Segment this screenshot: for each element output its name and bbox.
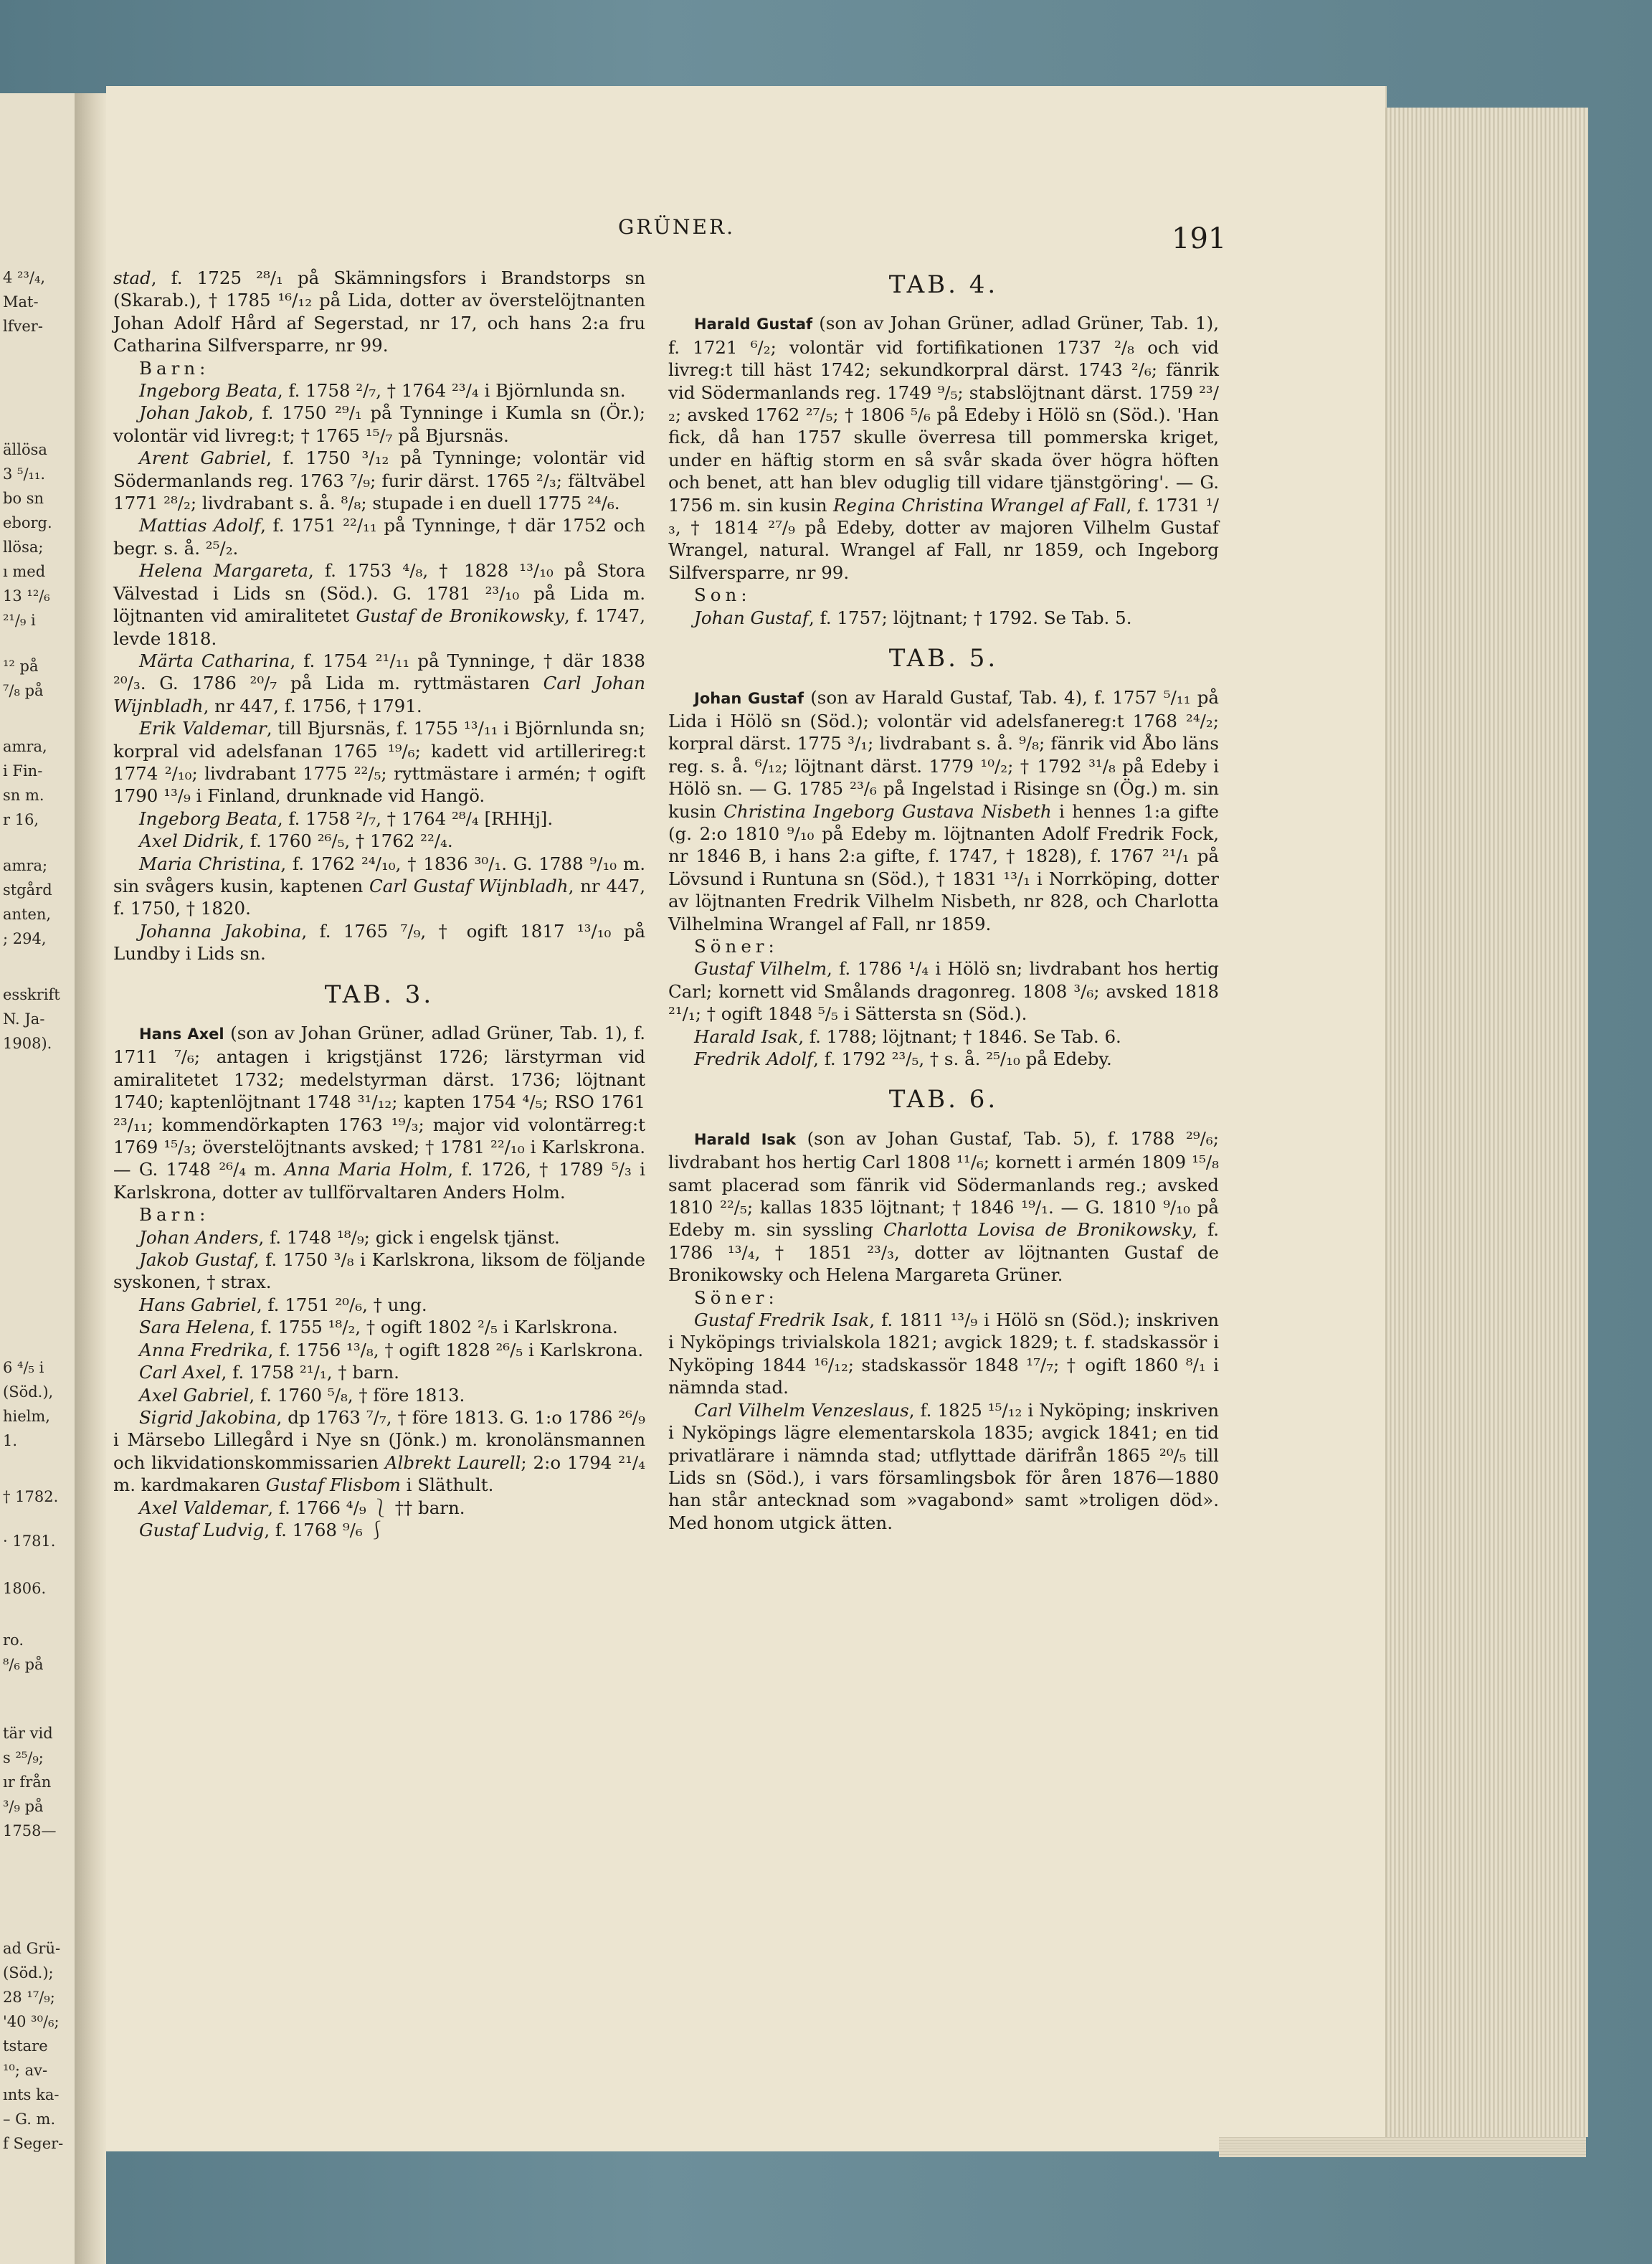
left-page-fragment: ı med xyxy=(3,563,46,580)
entry-paragraph: Harald Isak (son av Johan Gustaf, Tab. 5), f. 1788 ²⁹/₆; livdrabant hos hertig Carl 1808 ¹¹/₆; kornett i armén 1809 ¹⁵/₈ samt placerad som fänrik vid Södermanlands reg.; avsked 1810 ²²/₅; kallas 1835 löjtnant; † 1846 ¹⁹/₁. — G. 1810 ⁹/₁₀ på Edeby m. sin syssling Charlotta Lovisa de Bronikowsky, f. 1786 ¹³/₄, † 1851 ²³/₃, dotter av löjtnanten Gustaf de Bronikowsky och Helena Margareta Grüner. xyxy=(668,1127,1220,1286)
left-column xyxy=(113,267,645,1541)
entry-paragraph: Helena Margareta, f. 1753 ⁴/₈, † 1828 ¹³/₁₀ på Stora Välvestad i Lids sn (Söd.). G. 1781 ²³/₁₀ på Lida m. löjtnanten vid amiralitetet Gustaf de Bronikowsky, f. 1747, levde 1818. xyxy=(113,560,646,649)
left-page-fragment: sn m. xyxy=(3,787,44,804)
entry-paragraph: Mattias Adolf, f. 1751 ²²/₁₁ på Tynninge, † där 1752 och begr. s. å. ²⁵/₂. xyxy=(113,515,645,559)
left-page-fragment: ²¹/₉ i xyxy=(3,612,36,629)
page-number: 191 xyxy=(1172,222,1227,255)
entry-paragraph: Carl Axel, f. 1758 ²¹/₁, † barn. xyxy=(139,1362,399,1383)
book-gutter xyxy=(75,93,106,2264)
entry-paragraph: Ingeborg Beata, f. 1758 ²/₇, † 1764 ²³/₄ i Björnlunda sn. xyxy=(139,380,626,402)
left-page-fragment: 4 ²³/₄, xyxy=(3,269,46,286)
left-page-fragment: llösa; xyxy=(3,539,44,556)
entry-paragraph: Axel Didrik, f. 1760 ²⁶/₅, † 1762 ²²/₄. xyxy=(139,830,453,852)
left-page-fragment: bo sn xyxy=(3,490,44,507)
entry-paragraph: Gustaf Vilhelm, f. 1786 ¹/₄ i Hölö sn; livdrabant hos hertig Carl; kornett vid Smålands dragonreg. 1808 ³/₆; avsked 1818 ²¹/₁; † ogift 1848 ⁵/₅ i Sättersta sn (Söd.). xyxy=(668,958,1219,1025)
left-page-fragment: ad Grü- xyxy=(3,1940,61,1957)
children-heading: Söner: xyxy=(694,935,779,957)
entry-paragraph: Gustaf Fredrik Isak, f. 1811 ¹³/₉ i Hölö sn (Söd.); inskriven i Nyköpings trivialskola 1821; avgick 1829; t. f. stadskassör i Nyköping 1844 ¹⁶/₁₂; stadskassör 1848 ¹⁷/₇; † ogift 1860 ⁸/₁ i nämnda stad. xyxy=(668,1309,1219,1398)
left-page-fragment: (Söd.); xyxy=(3,1964,54,1981)
entry-paragraph: stad, f. 1725 ²⁸/₁ på Skämningsfors i Brandstorps sn (Skarab.), † 1785 ¹⁶/₁₂ på Lida, dotter av överstelöjtnanten Johan Adolf Hård af Segerstad, nr 17, och hans 2:a fru Catharina Silfversparre, nr 99. xyxy=(113,267,645,356)
entry-paragraph: Hans Axel (son av Johan Grüner, adlad Grüner, Tab. 1), f. 1711 ⁷/₆; antagen i krigstjänst 1726; lärstyrman vid amiralitetet 1732; medelstyrman därst. 1736; löjtnant 1740; kaptenlöjtnant 1748 ³¹/₁₂; kapten 1754 ⁴/₅; RSO 1761 ²³/₁₁; kommendörkapten 1763 ¹⁹/₃; major vid volontärreg:t 1769 ¹⁵/₃; överstelöjtnants avsked; † 1781 ²²/₁₀ i Karlskrona. — G. 1748 ²⁶/₄ m. Anna Maria Holm, f. 1726, † 1789 ⁵/₃ i Karlskrona, dotter av tullförvaltaren Anders Holm. xyxy=(113,1023,646,1203)
children-heading: Barn: xyxy=(139,1204,210,1226)
left-page-fragment: 28 ¹⁷/₉; xyxy=(3,1989,55,2006)
entry-paragraph: Erik Valdemar, till Bjursnäs, f. 1755 ¹³/₁₁ i Björnlunda sn; korpral vid adelsfanan 1765 ¹⁹/₆; kadett vid artillerireg:t 1774 ²/₁₀; livdrabant 1775 ²²/₅; ryttmästare i armén; † ogift 1790 ¹³/₉ i Finland, drunknade vid Hangö. xyxy=(113,718,646,807)
children-heading: Barn: xyxy=(139,357,210,379)
entry-paragraph: Harald Isak, f. 1788; löjtnant; † 1846. Se Tab. 6. xyxy=(694,1026,1121,1047)
entry-paragraph: Harald Gustaf (son av Johan Grüner, adlad Grüner, Tab. 1), f. 1721 ⁶/₂; volontär vid fortifikationen 1737 ²/₈ och vid livreg:t till häst 1742; sekundkorpral därst. 1743 ²/₆; fänrik vid Södermanlands reg. 1749 ⁹/₅; stabslöjtnant därst. 1759 ²³/₂; avsked 1762 ²⁷/₅; † 1806 ⁵/₆ på Edeby i Hölö sn (Söd.). 'Han fick, då han 1757 skulle överresa till pommerska kriget, under en häftig storm en så svår skada över högra höften och benet, att han blev oduglig till vidare tjänstgöring'. — G. 1756 m. sin kusin Regina Christina Wrangel af Fall, f. 1731 ¹/₃, † 1814 ²⁷/₉ på Edeby, dotter av majoren Vilhelm Gustaf Wrangel, natural. Wrangel af Fall, nr 1859, och Ingeborg Silfversparre, nr 99. xyxy=(668,313,1219,583)
entry-paragraph: Ingeborg Beata, f. 1758 ²/₇, † 1764 ²⁸/₄ [RHHj]. xyxy=(139,807,554,829)
table-heading: TAB. 5. xyxy=(888,644,999,673)
left-page-fragment: ¹⁰; av- xyxy=(3,2062,48,2079)
left-page-fragment: esskrift xyxy=(3,986,60,1003)
left-page-fragment: (Söd.), xyxy=(3,1383,54,1401)
entry-paragraph: Hans Gabriel, f. 1751 ²⁰/₆, † ung. xyxy=(139,1294,427,1315)
left-page-fragment: amra; xyxy=(3,857,48,874)
left-page-fragment: ⁸/₆ på xyxy=(3,1656,44,1673)
entry-paragraph: Sigrid Jakobina, dp 1763 ⁷/₇, † före 1813. G. 1:o 1786 ²⁶/₉ i Märsebo Lillegård i Nye sn (Jönk.) m. kronolänsmannen och likvidationskommissarien Albrekt Laurell; 2:o 1794 ²¹/₄ m. kardmakaren Gustaf Flisbom i Släthult. xyxy=(113,1406,645,1496)
table-heading: TAB. 4. xyxy=(888,270,999,299)
left-page-fragment: lfver- xyxy=(3,318,43,335)
entry-paragraph: Johanna Jakobina, f. 1765 ⁷/₉, † ogift 1817 ¹³/₁₀ på Lundby i Lids sn. xyxy=(113,920,645,965)
table-heading: TAB. 6. xyxy=(888,1085,999,1114)
left-page-fragment: 13 ¹²/₆ xyxy=(3,587,50,605)
left-page-fragment: – G. m. xyxy=(3,2111,56,2128)
entry-paragraph: Johan Gustaf, f. 1757; löjtnant; † 1792. Se Tab. 5. xyxy=(694,607,1132,628)
left-page-fragment: ; 294, xyxy=(3,930,47,947)
left-page-fragment: 1. xyxy=(3,1432,18,1449)
left-page-fragment: tär vid xyxy=(3,1725,53,1742)
left-page-fragment: N. Ja- xyxy=(3,1010,45,1028)
left-page-fragment: ⁷/₈ på xyxy=(3,682,44,699)
entry-paragraph: Arent Gabriel, f. 1750 ³/₁₂ på Tynninge; volontär vid Södermanlands reg. 1763 ⁷/₉; furir därst. 1765 ²/₃; fältväbel 1771 ²⁸/₂; livdrabant s. å. ⁸/₈; stupade i en duell 1775 ²⁴/₆. xyxy=(113,447,645,514)
right-column xyxy=(668,270,1220,1534)
page-bottom-edge xyxy=(1219,2137,1586,2157)
left-page-fragment: i Fin- xyxy=(3,762,43,780)
left-page-fragment: eborg. xyxy=(3,514,52,531)
left-page-fragment: r 16, xyxy=(3,811,39,828)
entry-paragraph: Sara Helena, f. 1755 ¹⁸/₂, † ogift 1802 ²/₅ i Karlskrona. xyxy=(139,1317,618,1338)
entry-paragraph: Axel Valdemar, f. 1766 ⁴/₉ ⎱ †† barn. xyxy=(139,1497,465,1518)
left-page-fragment: ır från xyxy=(3,1773,52,1791)
left-page-edge xyxy=(0,93,77,2264)
left-page-fragment: anten, xyxy=(3,906,52,923)
running-head: GRÜNER. xyxy=(618,215,735,239)
entry-paragraph: Carl Vilhelm Venzeslaus, f. 1825 ¹⁵/₁₂ i Nyköping; inskriven i Nyköpings lägre elementarskola 1835; avgick 1841; en tid privatlärare i nämnda stad; utflyttade därifrån 1865 ²⁰/₅ till Lids sn (Söd.), i vars församlingsbok för åren 1876—1880 han står antecknad som »vagabond» samt »troligen död». Med honom utgick ätten. xyxy=(668,1399,1219,1533)
entry-paragraph: Märta Catharina, f. 1754 ²¹/₁₁ på Tynninge, † där 1838 ²⁰/₃. G. 1786 ²⁰/₇ på Lida m. ryttmästaren Carl Johan Wijnbladh, nr 447, f. 1756, † 1791. xyxy=(113,650,645,716)
entry-paragraph: Jakob Gustaf, f. 1750 ³/₈ i Karlskrona, liksom de följande syskonen, † strax. xyxy=(113,1249,645,1293)
entry-paragraph: Axel Gabriel, f. 1760 ⁵/₈, † före 1813. xyxy=(139,1384,465,1406)
children-heading: Söner: xyxy=(694,1287,779,1308)
entry-paragraph: Johan Gustaf (son av Harald Gustaf, Tab. 4), f. 1757 ⁵/₁₁ på Lida i Hölö sn (Söd.); volontär vid adelsfanereg:t 1768 ²⁴/₂; korpral därst. 1775 ³/₁; livdrabant s. å. ⁹/₈; fänrik vid Åbo läns reg. s. å. ⁶/₁₂; löjtnant därst. 1779 ¹⁰/₂; † 1792 ³¹/₈ på Edeby i Hölö sn. — G. 1785 ²³/₆ på Ingelstad i Risinge sn (Ög.) m. sin kusin Christina Ingeborg Gustava Nisbeth i hennes 1:a gifte (g. 2:o 1810 ⁹/₁₀ på Edeby m. löjtnanten Adolf Fredrik Fock, nr 1846 B, i hans 2:a gifte, f. 1747, † 1828), f. 1767 ²¹/₁ på Lövsund i Runtuna sn (Söd.), † 1831 ¹³/₁ i Norrköping, dotter av löjtnanten Fredrik Vilhelm Nisbeth, nr 828, och Charlotta Vilhelmina Wrangel af Fall, nr 1859. xyxy=(668,686,1220,934)
left-page-fragment: 6 ⁴/₅ i xyxy=(3,1359,44,1376)
left-page-fragment: · 1781. xyxy=(3,1533,56,1550)
left-page-fragment: ³/₉ på xyxy=(3,1798,44,1815)
children-heading: Son: xyxy=(694,584,751,606)
left-page-fragment: Mat- xyxy=(3,293,39,311)
left-page-fragment: hielm, xyxy=(3,1408,50,1425)
left-page-fragment: tstare xyxy=(3,2037,48,2055)
entry-paragraph: Fredrik Adolf, f. 1792 ²³/₅, † s. å. ²⁵/₁₀ på Edeby. xyxy=(694,1048,1112,1069)
page-fore-edge xyxy=(1385,108,1588,2137)
entry-paragraph: Maria Christina, f. 1762 ²⁴/₁₀, † 1836 ³⁰/₁. G. 1788 ⁹/₁₀ m. sin svågers kusin, kaptenen Carl Gustaf Wijnbladh, nr 447, f. 1750, † 1820. xyxy=(113,853,646,919)
left-page-fragment: ¹² på xyxy=(3,658,39,675)
left-page-fragment: '40 ³⁰/₆; xyxy=(3,2013,60,2030)
left-page-fragment: 1758— xyxy=(3,1822,57,1839)
left-page-fragment: f Seger- xyxy=(3,2135,64,2152)
left-page-fragment: 1908). xyxy=(3,1035,52,1052)
table-heading: TAB. 3. xyxy=(324,980,435,1009)
left-page-fragment: s ²⁵/₉; xyxy=(3,1749,44,1766)
left-page-fragment: amra, xyxy=(3,738,47,755)
entry-paragraph: Johan Anders, f. 1748 ¹⁸/₉; gick i engelsk tjänst. xyxy=(139,1226,560,1248)
left-page-fragment: ınts ka- xyxy=(3,2086,60,2103)
left-page-fragment: ro. xyxy=(3,1631,24,1649)
entry-paragraph: Gustaf Ludvig, f. 1768 ⁹/₆ ⎰ xyxy=(139,1519,386,1540)
left-page-fragment: 3 ⁵/₁₁. xyxy=(3,465,46,483)
left-page-fragment: 1806. xyxy=(3,1580,47,1597)
left-page-fragment: stgård xyxy=(3,881,52,899)
entry-paragraph: Anna Fredrika, f. 1756 ¹³/₈, † ogift 1828 ²⁶/₅ i Karlskrona. xyxy=(139,1339,644,1360)
entry-paragraph: Johan Jakob, f. 1750 ²⁹/₁ på Tynninge i Kumla sn (Ör.); volontär vid livreg:t; † 1765 ¹⁵/₇ på Bjursnäs. xyxy=(113,402,646,446)
left-page-fragment: † 1782. xyxy=(3,1488,59,1505)
left-page-fragment: ällösa xyxy=(3,441,47,458)
